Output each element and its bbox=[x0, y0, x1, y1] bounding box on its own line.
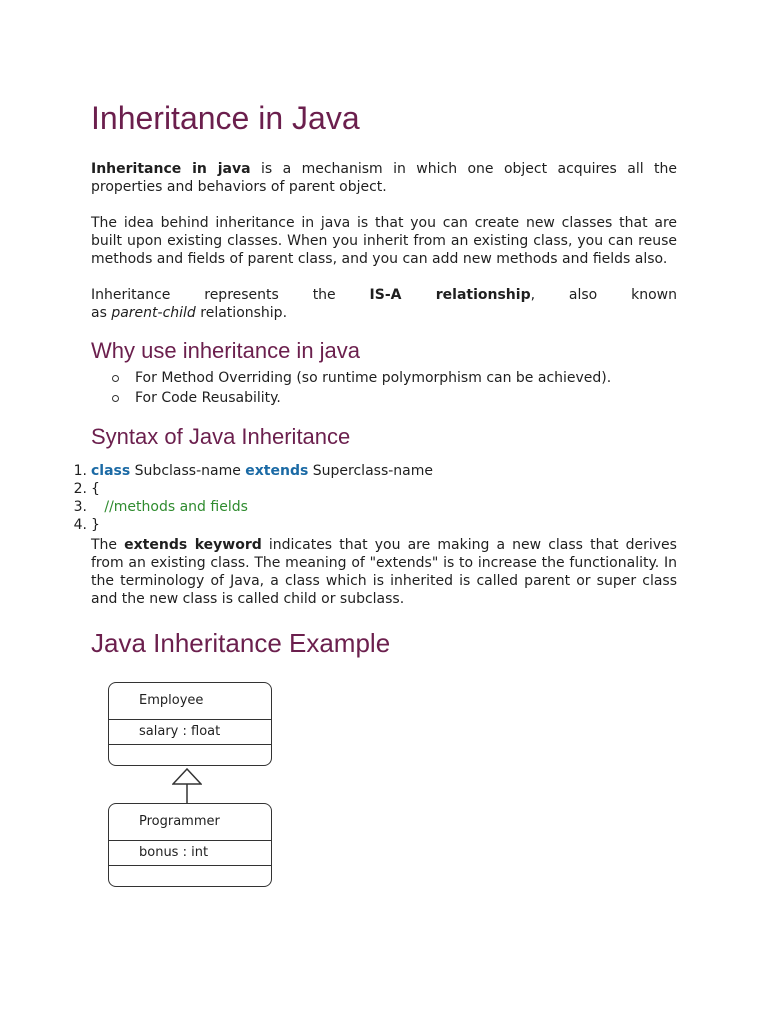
code-text: } bbox=[91, 517, 100, 533]
line-number: 1. bbox=[73, 463, 87, 479]
inheritance-arrow-icon bbox=[172, 768, 202, 804]
syntax-code-block bbox=[73, 462, 677, 534]
code-line bbox=[73, 498, 677, 516]
code-keyword: class bbox=[91, 463, 131, 479]
list-item bbox=[91, 368, 677, 388]
class-attribute: bonus : int bbox=[109, 841, 271, 866]
idea-paragraph: The idea behind inheritance in java is that you can create new classes that are built upon existing classes. When you inherit from an existing class, you can reuse methods and fields of parent class, and you can add new methods and fields also. bbox=[91, 215, 677, 267]
code-line bbox=[73, 516, 677, 534]
why-heading: Why use inheritance in java bbox=[91, 338, 361, 363]
code-keyword: extends bbox=[245, 463, 309, 479]
extends-paragraph bbox=[91, 536, 677, 608]
relationship-suffix: relationship. bbox=[195, 305, 288, 321]
relationship-italic: parent-child bbox=[111, 305, 196, 321]
list-item-text: For Method Overriding (so runtime polymorphism can be achieved). bbox=[135, 370, 612, 386]
intro-paragraph bbox=[91, 160, 677, 196]
relationship-term: IS-A relationship bbox=[369, 287, 531, 303]
intro-term: Inheritance in java bbox=[91, 161, 251, 177]
code-line bbox=[73, 480, 677, 498]
relationship-prefix: as bbox=[91, 305, 112, 321]
line-number: 4. bbox=[73, 517, 87, 533]
uml-class-diagram bbox=[108, 682, 278, 902]
circle-bullet-icon bbox=[112, 395, 119, 402]
code-text: { bbox=[91, 481, 100, 497]
parent-class-box bbox=[108, 682, 272, 766]
relationship-text-1: Inheritance represents the bbox=[91, 287, 370, 303]
code-text: Superclass-name bbox=[308, 463, 433, 479]
code-line bbox=[73, 462, 677, 480]
example-heading: Java Inheritance Example bbox=[91, 628, 391, 658]
extends-text: indicates that you are making a new class that derives from an existing class. The meaning of "extends" is to increase the functionality. In the terminology of Java, a class which is inherited is called parent or super class and the new class is called child or subclass. bbox=[91, 537, 677, 607]
class-attribute: salary : float bbox=[109, 720, 271, 745]
class-methods-section bbox=[109, 866, 271, 886]
line-number: 3. bbox=[73, 499, 87, 515]
relationship-text-2: , also known bbox=[530, 287, 677, 303]
class-methods-section bbox=[109, 745, 271, 765]
code-text: Subclass-name bbox=[130, 463, 246, 479]
class-name: Programmer bbox=[109, 804, 271, 841]
class-name: Employee bbox=[109, 683, 271, 720]
circle-bullet-icon bbox=[112, 375, 119, 382]
line-number: 2. bbox=[73, 481, 87, 497]
child-class-box bbox=[108, 803, 272, 887]
relationship-line-2 bbox=[91, 304, 677, 322]
why-list bbox=[91, 368, 677, 408]
extends-term: extends keyword bbox=[124, 537, 262, 553]
intro-text: is a mechanism in which one object acquires all the properties and behaviors of parent object. bbox=[91, 161, 677, 195]
syntax-heading: Syntax of Java Inheritance bbox=[91, 424, 351, 449]
code-comment: //methods and fields bbox=[91, 499, 248, 515]
extends-prefix: The bbox=[91, 537, 125, 553]
relationship-line-1 bbox=[91, 286, 677, 304]
page-title: Inheritance in Java bbox=[91, 100, 360, 136]
list-item-text: For Code Reusability. bbox=[135, 390, 281, 406]
list-item bbox=[91, 388, 677, 408]
article-content bbox=[73, 96, 677, 902]
